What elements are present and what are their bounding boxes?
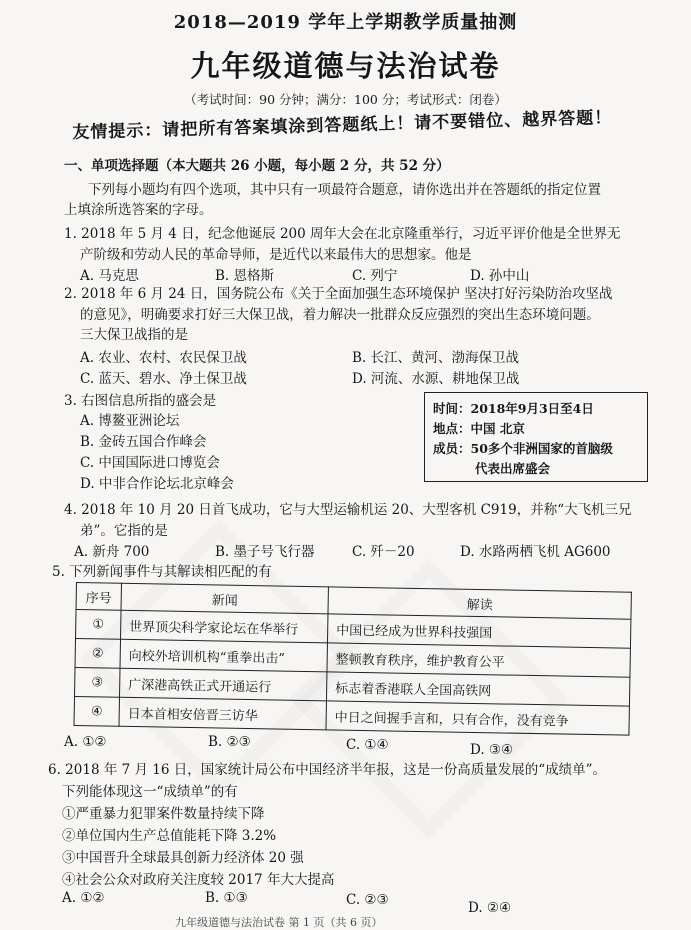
event-members: 成员：50多个非洲国家的首脑级	[433, 441, 613, 456]
question-5-option-b[interactable]: B. ②③	[208, 734, 251, 750]
question-3-option-b[interactable]: B. 金砖五国合作峰会	[80, 434, 207, 450]
question-2-option-a[interactable]: A. 农业、农村、农民保卫战	[80, 350, 247, 366]
question-6-option-b[interactable]: B. ①③	[205, 890, 248, 906]
question-4-stem: 弟”。它指的是	[80, 523, 168, 539]
exam-info: （考试时间：90 分钟；满分：100 分；考试形式：闭卷）	[184, 92, 507, 107]
column-header-number: 序号	[76, 583, 121, 611]
row-reading: 整顿教育秩序，维护教育公平	[327, 643, 630, 677]
exam-title: 九年级道德与法治试卷	[190, 49, 501, 83]
event-members-cont: 代表出席盛会	[475, 461, 551, 476]
news-table	[73, 582, 631, 736]
event-time: 时间：2018年9月3日至4日	[433, 401, 594, 416]
question-6-option-a[interactable]: A. ①②	[62, 890, 105, 906]
question-3-option-c[interactable]: C. 中国国际进口博览会	[80, 455, 220, 471]
question-2-stem: 的意见》，明确要求打好三大保卫战，着力解决一批群众反应强烈的突出生态环境问题。	[80, 307, 600, 323]
question-6-option-d[interactable]: D. ②④	[468, 900, 512, 916]
friendly-tip: 友情提示：请把所有答案填涂到答题纸上！请不要错位、越界答题！	[72, 107, 613, 143]
row-reading: 标志着香港联人全国高铁网	[326, 672, 629, 706]
column-header-reading: 解读	[328, 587, 631, 619]
question-6-option-c[interactable]: C. ②③	[346, 892, 389, 908]
question-2-option-c[interactable]: C. 蓝天、碧水、净土保卫战	[80, 371, 247, 387]
question-1-option-d[interactable]: D. 孙中山	[470, 268, 530, 284]
question-4-stem: 4. 2018 年 10 月 20 日首飞成功，它与大型运输机运 20、大型客机 C919，并称“大飞机三兄	[64, 502, 632, 518]
question-2-stem: 2. 2018 年 6 月 24 日，国务院公布《关于全面加强生态环境保护 坚决打好污染防治攻坚战	[64, 286, 613, 302]
event-place: 地点：中国 北京	[433, 421, 525, 436]
row-number: ③	[75, 667, 120, 697]
question-4-option-b[interactable]: B. 墨子号飞行器	[215, 544, 315, 560]
question-3-option-a[interactable]: A. 博鳌亚洲论坛	[80, 413, 180, 429]
section-instruction: 下列每小题均有四个选项，其中只有一项最符合题意，请你选出并在答题纸的指定位置	[88, 182, 601, 198]
question-2-option-b[interactable]: B. 长江、黄河、渤海保卫战	[352, 350, 520, 366]
row-news: 广深港高铁正式开通运行	[119, 668, 326, 701]
question-4-option-a[interactable]: A. 新舟 700	[74, 544, 150, 560]
column-header-news: 新闻	[121, 583, 328, 614]
question-1-option-a[interactable]: A. 马克思	[80, 268, 139, 284]
question-3-stem: 3. 右图信息所指的盛会是	[64, 393, 217, 409]
question-6-item-4: ④社会公众对政府关注度较 2017 年大大提高	[62, 872, 335, 888]
question-1-option-b[interactable]: B. 恩格斯	[215, 268, 275, 284]
question-5-stem: 5. 下列新闻事件与其解读相匹配的有	[52, 564, 272, 580]
question-6-stem: 下列能体现这一“成绩单”的有	[62, 784, 238, 800]
question-1-stem: 产阶级和劳动人民的革命导师，是近代以来最伟大的思想家。他是	[80, 247, 472, 263]
row-number: ①	[76, 610, 121, 640]
row-news: 向校外培训机构“重拳出击”	[120, 639, 327, 672]
page-footer: 九年级道德与法治试卷 第 1 页（共 6 页）	[175, 916, 383, 929]
row-number: ④	[74, 696, 119, 726]
row-news: 日本首相安倍晋三访华	[119, 697, 326, 730]
question-3-option-d[interactable]: D. 中非合作论坛北京峰会	[80, 476, 234, 492]
row-news: 世界顶尖科学家论坛在华举行	[121, 610, 328, 643]
question-2-option-d[interactable]: D. 河流、水源、耕地保卫战	[352, 371, 520, 387]
question-4-option-c[interactable]: C. 歼－20	[352, 544, 415, 560]
row-number: ②	[75, 639, 120, 669]
event-info-box	[424, 392, 648, 482]
question-4-option-d[interactable]: D. 水路两栖飞机 AG600	[460, 544, 611, 560]
question-5-option-d[interactable]: D. ③④	[470, 742, 514, 758]
section-heading: 一、单项选择题（本大题共 26 小题，每小题 2 分，共 52 分）	[64, 158, 450, 174]
question-1-stem: 1. 2018 年 5 月 4 日，纪念他诞辰 200 周年大会在北京隆重举行，习近平评价他是全世界无	[64, 226, 621, 242]
question-6-item-2: ②单位国内生产总值能耗下降 3.2%	[62, 828, 277, 844]
question-5-option-c[interactable]: C. ①④	[346, 737, 389, 753]
row-reading: 中国已经成为世界科技强国	[327, 614, 630, 648]
question-6-item-1: ①严重暴力犯罪案件数量持续下降	[62, 806, 265, 822]
question-6-item-3: ③中国晋升全球最具创新力经济体 20 强	[62, 850, 304, 866]
exam-year-line: 2018—2019 学年上学期教学质量抽测	[173, 12, 518, 33]
section-instruction: 上填涂所选答案的字母。	[64, 202, 213, 218]
question-2-stem: 三大保卫战指的是	[80, 327, 188, 343]
question-1-option-c[interactable]: C. 列宁	[352, 268, 398, 284]
question-5-option-a[interactable]: A. ①②	[64, 734, 107, 750]
question-6-stem: 6. 2018 年 7 月 16 日，国家统计局公布中国经济半年报，这是一份高质量发展的“成绩单”。	[48, 762, 607, 778]
row-reading: 中日之间握手言和，只有合作，没有竞争	[326, 701, 629, 735]
